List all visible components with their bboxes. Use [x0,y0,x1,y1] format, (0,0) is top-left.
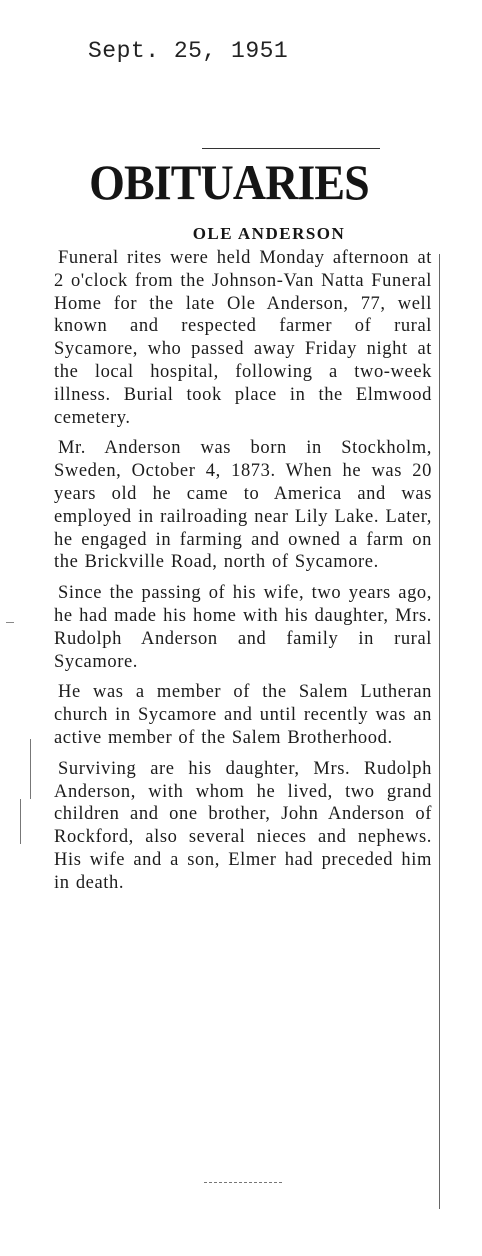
bottom-divider [204,1182,282,1183]
column-edge-rule [439,254,440,1209]
paragraph-funeral-rites: Funeral rites were held Monday afternoon at 2 o'clock from the Johnson-Van Natta Funeral Home for the late Ole Anderson, 77, well known and respected farmer of rural Sycamore, who passed away Friday night at the local hospital, following a two-week illness. Burial took place in the Elmwood cemetery. [54,248,432,428]
obituary-body [54,247,432,903]
margin-tick [6,622,14,623]
top-divider [202,148,380,149]
paragraph-church: He was a member of the Salem Lutheran church in Sycamore and until recently was an active member of the Salem Brotherhood. [54,682,432,748]
left-margin-mark [30,739,31,799]
newspaper-clipping [54,144,438,1214]
paragraph-survivors: Surviving are his daughter, Mrs. Rudolph Anderson, with whom he lived, two grand children and one brother, John Anderson of Rockford, also several nieces and nephews. His wife and a son, Elmer had preceded him in death. [54,758,432,893]
paragraph-biography: Mr. Anderson was born in Stockholm, Sweden, October 4, 1873. When he was 20 years old he came to America and was employed in railroading near Lily Lake. Later, he engaged in farming and owned a farm on the Brickville Road, north of Sycamore. [54,438,432,573]
obituary-name-heading: OLE ANDERSON [192,224,346,243]
paragraph-residence: Since the passing of his wife, two years ago, he had made his home with his daughter, Mrs. Rudolph Anderson and family in rural Sycamore. [54,583,432,672]
clipping-date: Sept. 25, 1951 [88,38,289,64]
section-headline: OBITUARIES [89,154,369,210]
left-margin-mark [20,799,21,844]
